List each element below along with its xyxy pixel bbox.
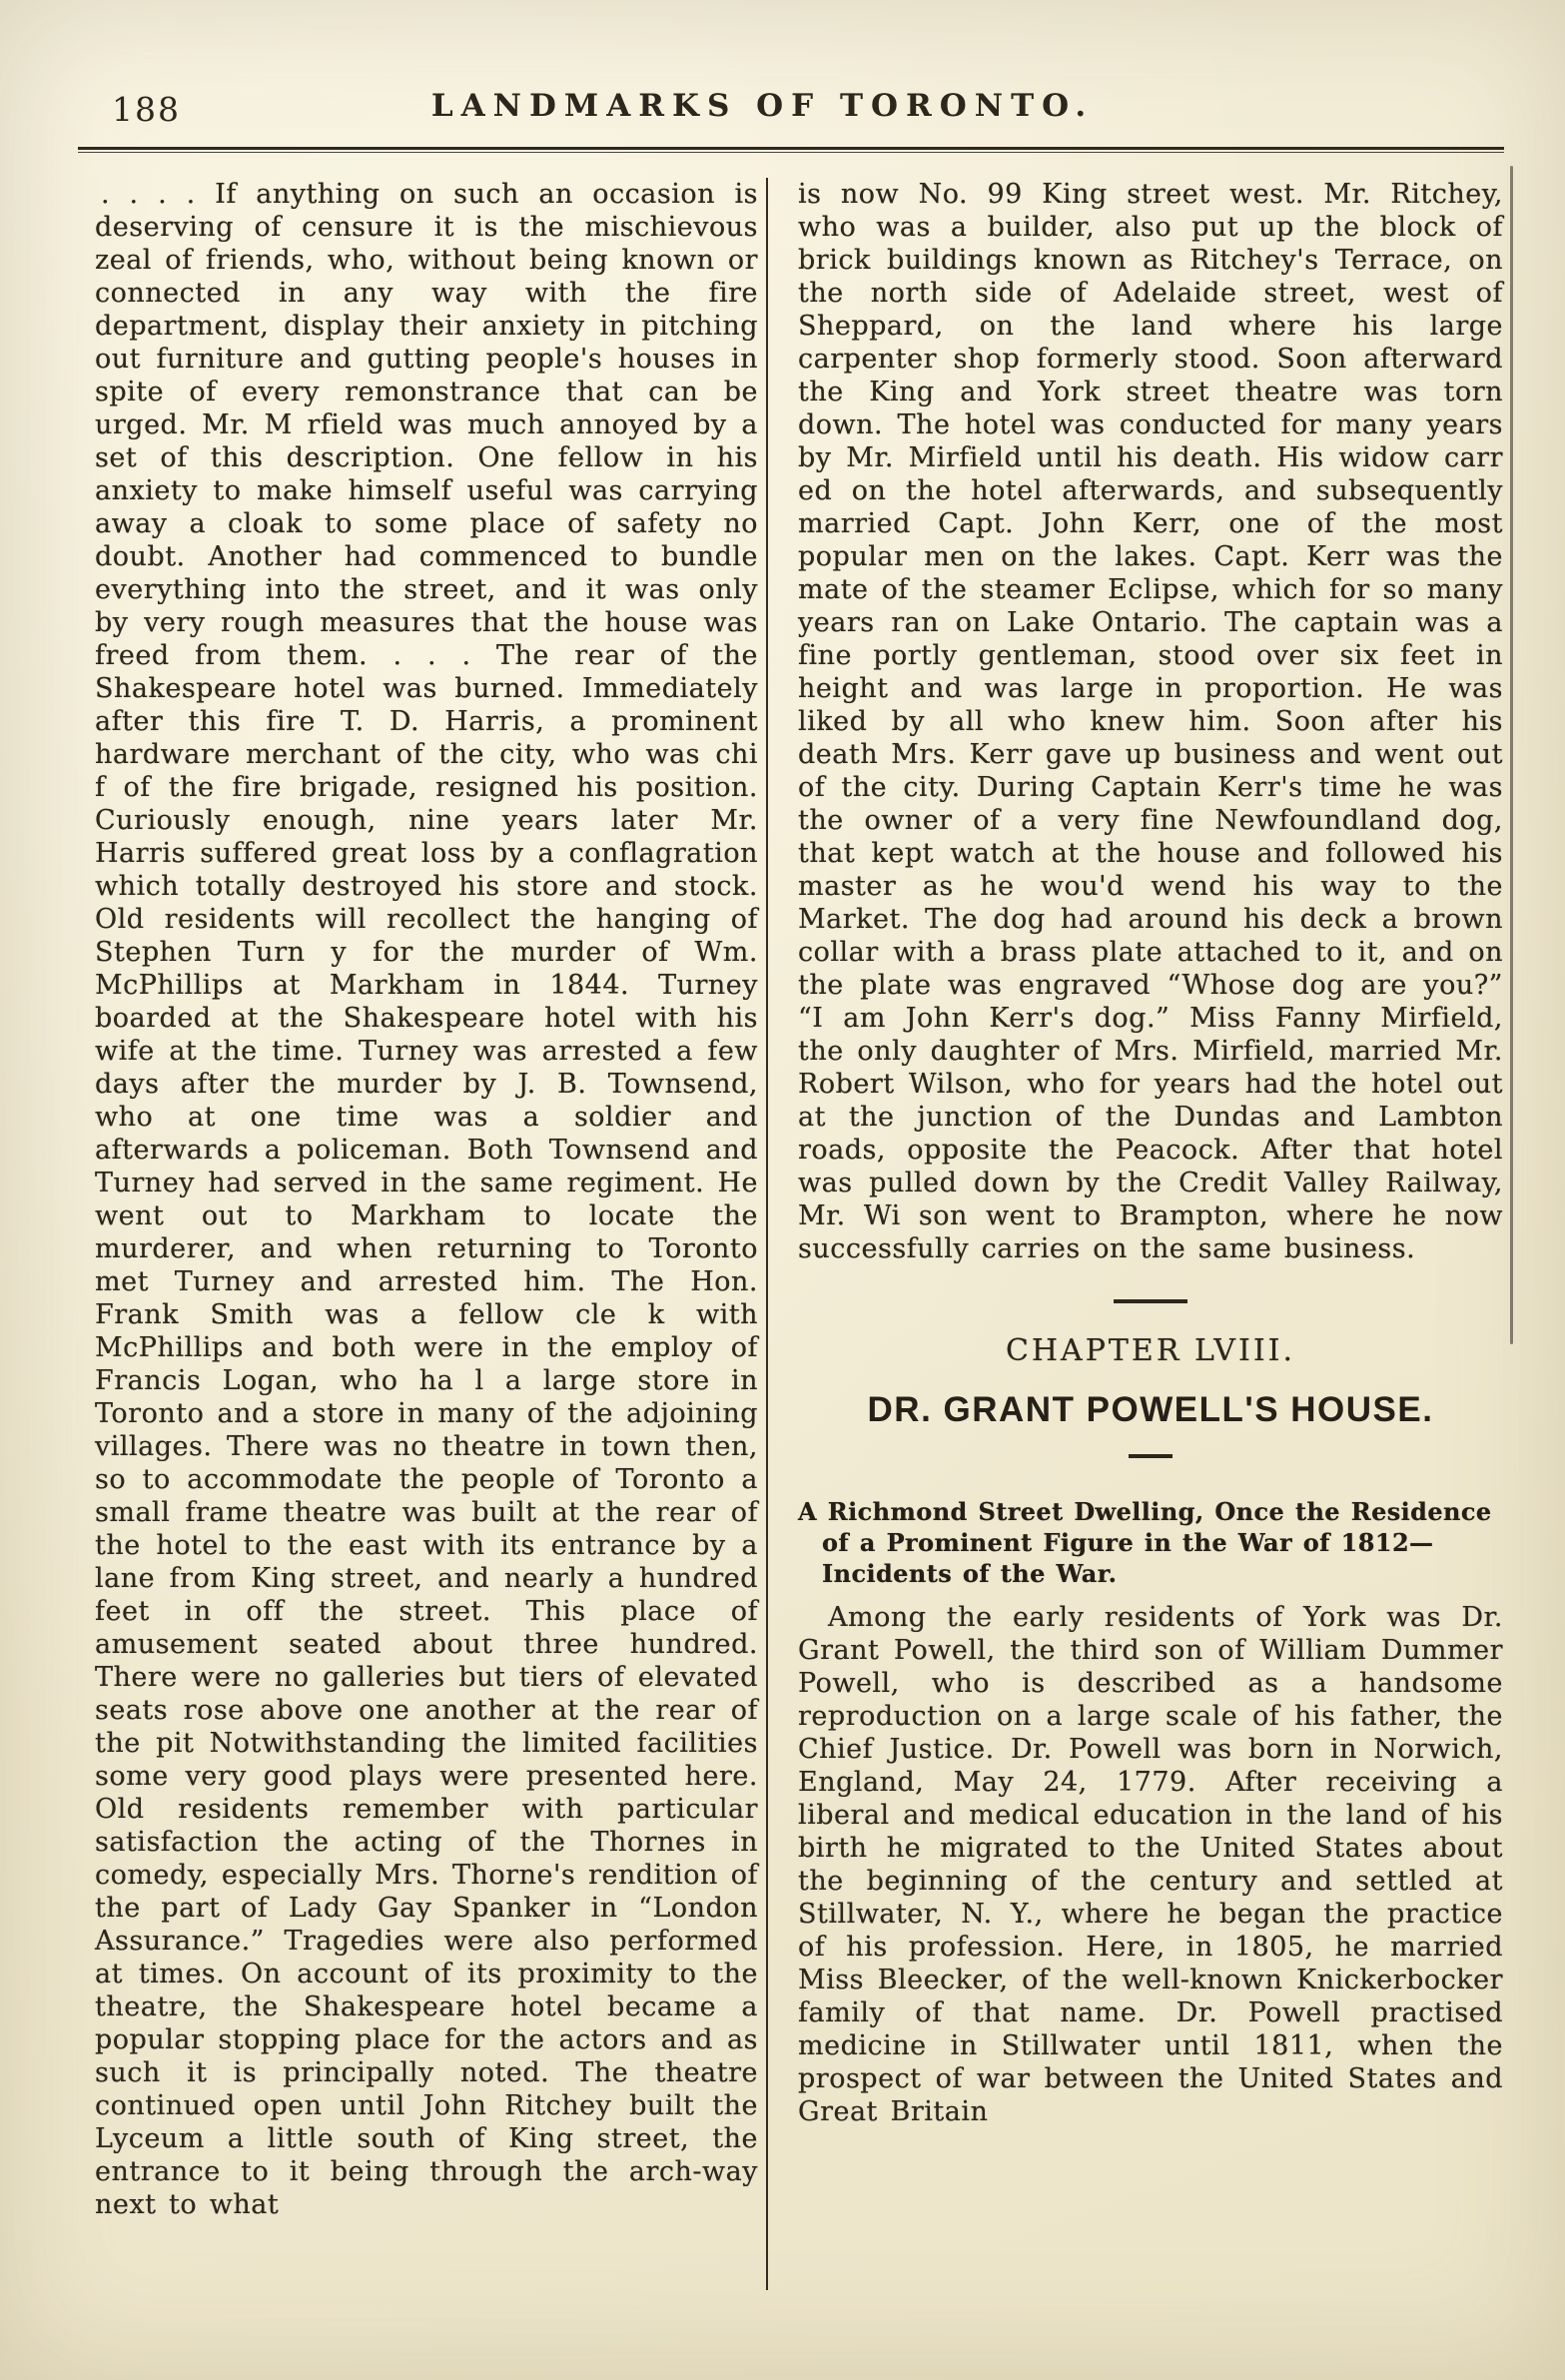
chapter-title: DR. GRANT POWELL'S HOUSE.	[867, 1390, 1434, 1429]
right-column	[798, 178, 1503, 2128]
chapter-heading: CHAPTER LVIII.	[1005, 1333, 1296, 1368]
left-column	[95, 178, 758, 2221]
page-number: 188	[112, 90, 181, 129]
section-divider-rule	[1114, 1299, 1187, 1303]
paragraph-fire-anecdotes: . . . . If anything on such an occasion is deserving of censure it is the mischievous zeal of friends, who, without being known or connected in any way with the fire department, display their anxiety in pitching out furniture and gutting people's houses in spite of every remonstrance that can be urged. Mr. M rfield was much annoyed by a set of this description. One fellow in his anxiety to make himself useful was carrying away a cloak to some place of safety no doubt. Another had commenced to bundle everything into the street, and it was only by very rough measures that the house was freed from them. . . . The rear of the Shakespeare hotel was burned. Immediately after this fire T. D. Harris, a prominent hardware merchant of the city, who was chi f of the fire brigade, resigned his position. Curiously enough, nine years later Mr. Harris suffered great loss by a conflagration which totally destroyed his store and stock. Old residents will recollect the hanging of Stephen Turn y for the murder of Wm. McPhillips at Markham in 1844. Turney boarded at the Shakespeare hotel with his wife at the time. Turney was arrested a few days after the murder by J. B. Townsend, who at one time was a soldier and afterwards a policeman. Both Townsend and Turney had served in the same regiment. He went out to Markham to locate the murderer, and when returning to Toronto met Turney and arrested him. The Hon. Frank Smith was a fellow cle k with McPhillips and both were in the employ of Francis Logan, who ha l a large store in Toronto and a store in many of the adjoining villages. There was no theatre in town then, so to accommodate the people of Toronto a small frame theatre was built at the rear of the hotel to the east with its entrance by a lane from King street, and nearly a hundred feet in off the street. This place of amusement seated about three hundred. There were no galleries but tiers of elevated seats rose above one another at the rear of the pit Notwithstanding the limited facilities some very good plays were presented here. Old residents remember with particular satisfaction the acting of the Thornes in comedy, especially Mrs. Thorne's rendition of the part of Lady Gay Spanker in “London Assurance.” Tragedies were also performed at times. On account of its proximity to the theatre, the Shakespeare hotel became a popular stopping place for the actors and as such it is principally noted. The theatre continued open until John Ritchey built the Lyceum a little south of King street, the entrance to it being through the arch-way next to what	[95, 179, 758, 2220]
chapter-subheading: A Richmond Street Dwelling, Once the Residence of a Prominent Figure in the War of 1812—Incidents of the War.	[798, 1497, 1492, 1588]
text-columns	[95, 178, 1503, 2350]
header-rule	[78, 147, 1504, 153]
paragraph-chapter-body: Among the early residents of York was Dr. Grant Powell, the third son of William Dummer Powell, who is described as a handsome reproduction on a large scale of his father, the Chief Justice. Dr. Powell was born in Norwich, England, May 24, 1779. After receiving a liberal and medical education in the land of his birth he migrated to the United States about the beginning of the century and settled at Stillwater, N. Y., where he began the practice of his profession. Here, in 1805, he married Miss Bleecker, of the well-known Knickerbocker family of that name. Dr. Powell practised medicine in Stillwater until 1811, when the prospect of war between the United States and Great Britain	[798, 1602, 1503, 2127]
column-divider-rule	[766, 178, 768, 2290]
page-edge-shadow	[1510, 166, 1513, 1344]
title-dash-rule	[1129, 1454, 1173, 1458]
running-title: LANDMARKS OF TORONTO.	[430, 88, 1095, 124]
paragraph-continuation: is now No. 99 King street west. Mr. Ritchey, who was a builder, also put up the block of brick buildings known as Ritchey's Terrace, on the north side of Adelaide street, west of Sheppard, on the land where his large carpenter shop formerly stood. Soon afterward the King and York street theatre was torn down. The hotel was conducted for many years by Mr. Mirfield until his death. His widow carr ed on the hotel afterwards, and subsequently married Capt. John Kerr, one of the most popular men on the lakes. Capt. Kerr was the mate of the steamer Eclipse, which for so many years ran on Lake Ontario. The captain was a fine portly gentleman, stood over six feet in height and was large in proportion. He was liked by all who knew him. Soon after his death Mrs. Kerr gave up business and went out of the city. During Captain Kerr's time he was the owner of a very fine Newfoundland dog, that kept watch at the house and followed his master as he wou'd wend his way to the Market. The dog had around his deck a brown collar with a brass plate attached to it, and on the plate was engraved “Whose dog are you?” “I am John Kerr's dog.” Miss Fanny Mirfield, the only daughter of Mrs. Mirfield, married Mr. Robert Wilson, who for years had the hotel out at the junction of the Dundas and Lambton roads, opposite the Peacock. After that hotel was pulled down by the Credit Valley Railway, Mr. Wi son went to Brampton, where he now successfully carries on the same business.	[798, 179, 1503, 1264]
